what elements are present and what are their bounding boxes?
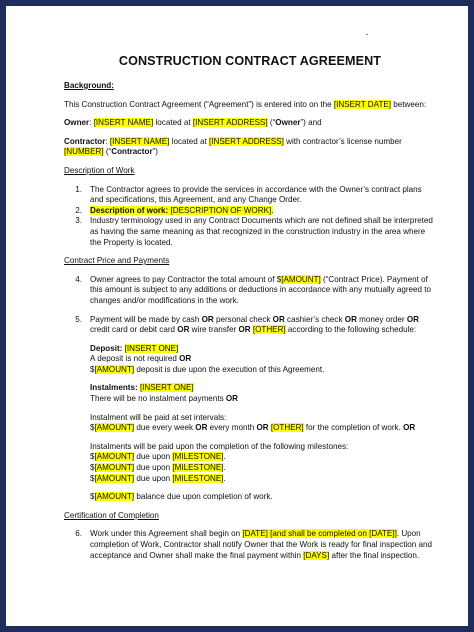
milestone-field: [MILESTONE] [172, 463, 224, 473]
license-number-field: [NUMBER] [64, 147, 104, 157]
price-list [64, 275, 436, 336]
interval-other-field: [OTHER] [270, 423, 304, 433]
owner-line: Owner: [INSERT NAME] located at [INSERT ADDRESS] (“Owner”) and [64, 118, 322, 128]
document-page [6, 6, 468, 626]
balance-line: $[AMOUNT] balance due upon completion of work. [90, 492, 273, 502]
list-item: 6. Work under this Agreement shall begin on [DATE] [and shall be completed on [DATE]]. Upon completion of Work, Contractor shall notify Owner that the Work is ready for final inspection and acceptance and Owner shall make the final payment within [DAYS] after the final inspection. [75, 529, 433, 560]
balance-amount-field: [AMOUNT] [94, 492, 135, 502]
milestone-field: [MILESTONE] [172, 452, 224, 462]
list-item: 4. Owner agrees to pay Contractor the total amount of $[AMOUNT] (“Contract Price). Payment of this amount is subject to any additions or deductions in accordance with any mutually agreed to changes and/or modifications in the work. [75, 274, 432, 305]
list-item: 5. Payment will be made by cash OR personal check OR cashier’s check OR money order OR credit card or debit card OR wire transfer OR [OTHER] according to the following schedule: [75, 314, 419, 335]
page-mark [366, 34, 368, 35]
milestone-amount-field: [AMOUNT] [94, 452, 135, 462]
background-heading: Background: [64, 81, 114, 90]
list-item: 3. Industry terminology used in any Contract Documents which are not defined shall be interpreted as having the same meaning as that recognized in the construction industry in the area where the Property is located. [75, 216, 433, 247]
description-of-work-field: Description of work: [DESCRIPTION OF WORK]. [90, 205, 274, 215]
certification-heading: Certification of Completion [64, 510, 159, 520]
background-intro: This Construction Contract Agreement (“Agreement”) is entered into on the [INSERT DATE] between: [64, 99, 427, 109]
deposit-block: Deposit: [INSERT ONE] A deposit is not required OR $[AMOUNT] deposit is due upon the execution of this Agreement. [90, 343, 325, 374]
deposit-amount-field: [AMOUNT] [94, 364, 135, 374]
contractor-name-field: [INSERT NAME] [109, 136, 170, 146]
payment-other-field: [OTHER] [252, 325, 286, 335]
milestone-amount-field: [AMOUNT] [94, 473, 135, 483]
price-heading: Contract Price and Payments [64, 256, 170, 266]
milestone-block: Instalments will be paid upon the completion of the following milestones: $[AMOUNT] due upon [MILESTONE]. $[AMOUNT] due upon [MILESTONE]. $[AMOUNT] due upon [MILESTONE]. [90, 442, 436, 484]
milestone-row: $[AMOUNT] due upon [MILESTONE]. [90, 463, 226, 473]
milestone-field: [MILESTONE] [172, 473, 224, 483]
instalment-option-field: [INSERT ONE] [139, 383, 194, 393]
milestone-row: $[AMOUNT] due upon [MILESTONE]. [90, 452, 226, 462]
instalments-block: Instalments: [INSERT ONE] There will be no instalment payments OR [90, 383, 238, 404]
contract-amount-field: [AMOUNT] [281, 274, 321, 284]
milestone-row: $[AMOUNT] due upon [MILESTONE]. [90, 473, 226, 483]
document-body [64, 54, 436, 569]
owner-address-field: [INSERT ADDRESS] [192, 118, 268, 128]
interval-amount-field: [AMOUNT] [94, 423, 135, 433]
payment-schedule [64, 344, 436, 503]
description-list [64, 185, 436, 249]
milestone-amount-field: [AMOUNT] [94, 463, 135, 473]
deposit-option-field: [INSERT ONE] [124, 343, 179, 353]
interval-block: Instalment will be paid at set intervals: $[AMOUNT] due every week OR every month OR [OTHER] for the completion of work. OR [90, 412, 416, 433]
contractor-address-field: [INSERT ADDRESS] [209, 136, 284, 146]
list-item: 2. Description of work: [DESCRIPTION OF WORK]. [75, 205, 274, 215]
certification-list [64, 529, 436, 561]
description-heading: Description of Work [64, 165, 135, 175]
contractor-line: Contractor: [INSERT NAME] located at [INSERT ADDRESS] with contractor’s license number [NUMBER] (“Contractor”) [64, 136, 402, 157]
insert-date-field: [INSERT DATE] [333, 99, 392, 109]
owner-name-field: [INSERT NAME] [93, 118, 154, 128]
completion-date-field: [DATE] [and shall be completed on [DATE]] [242, 529, 397, 539]
days-field: [DAYS] [303, 550, 330, 560]
document-title: CONSTRUCTION CONTRACT AGREEMENT [118, 54, 382, 68]
list-item: 1. The Contractor agrees to provide the services in accordance with the Owner’s contract plans and specifications, this Agreement, and any Change Order. [75, 184, 422, 205]
